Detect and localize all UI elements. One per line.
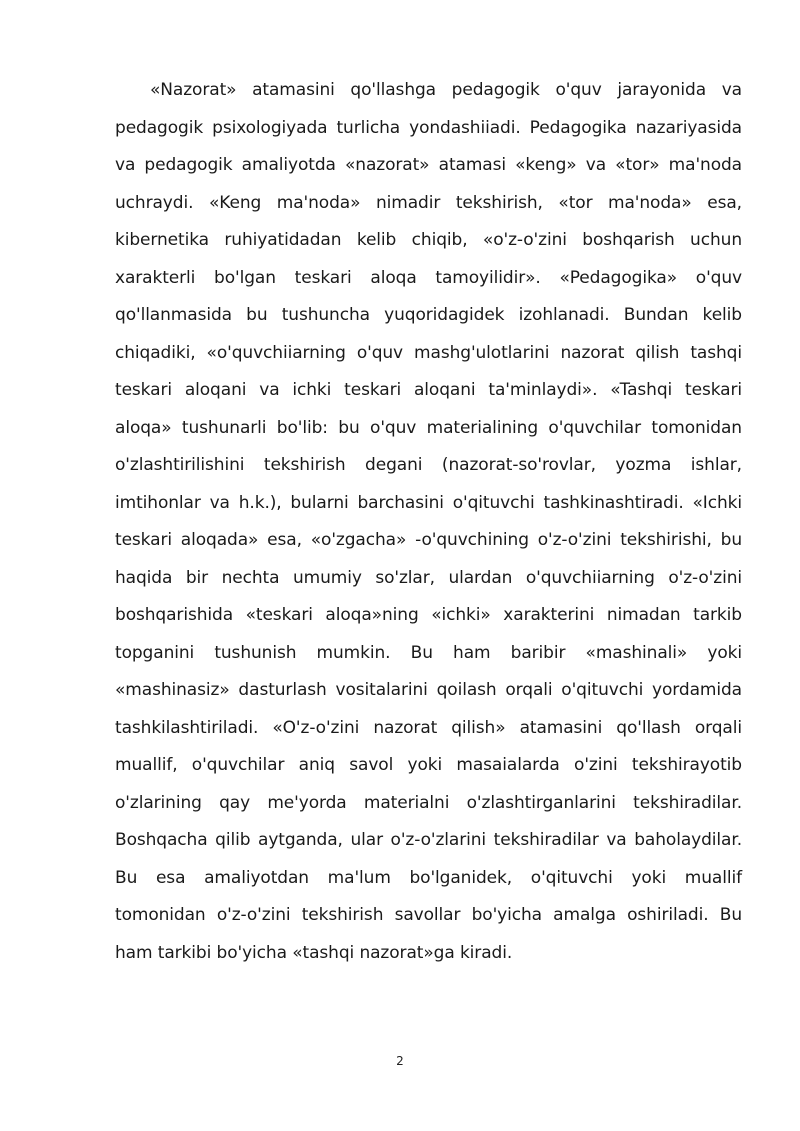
- page-body: [115, 72, 742, 972]
- page-number: 2: [396, 1054, 404, 1068]
- body-paragraph: «Nazorat» atamasini qo'llashga pedagogik o'quv jarayonida va pedagogik psixologiyada turlicha yondashiiadi. Pedagogika nazariyasida va pedagogik amaliyotda «nazorat» atamasi «keng» va «tor» ma'noda uchraydi. «Keng ma'noda» nimadir tekshirish, «tor ma'noda» esa, kibernetika ruhiyatidadan kelib chiqib, «o'z-o'zini boshqarish uchun xarakterli bo'lgan teskari aloqa tamoyilidir». «Pedagogika» o'quv qo'llanmasida bu tushuncha yuqoridagidek izohlanadi. Bundan kelib chiqadiki, «o'quvchiiarning o'quv mashg'ulotlarini nazorat qilish tashqi teskari aloqani va ichki teskari aloqani ta'minlaydi». «Tashqi teskari aloqa» tushunarli bo'lib: bu o'quv materialining o'quvchilar tomonidan o'zlashtirilishini tekshirish degani (nazorat-so'rovlar, yozma ishlar, imtihonlar va h.k.), bularni barchasini o'qituvchi tashkinashtiradi. «Ichki teskari aloqada» esa, «o'zgacha» -o'quvchining o'z-o'zini tekshirishi, bu haqida bir nechta umumiy so'zlar, ulardan o'quvchiiarning o'z-o'zini boshqarishida «teskari aloqa»ning «ichki» xarakterini nimadan tarkib topganini tushunish mumkin. Bu ham baribir «mashinali» yoki «mashinasiz» dasturlash vositalarini qoilash orqali o'qituvchi yordamida tashkilashtiriladi. «O'z-o'zini nazorat qilish» atamasini qo'llash orqali muallif, o'quvchilar aniq savol yoki masaialarda o'zini tekshirayotib o'zlarining qay me'yorda materialni o'zlashtirganlarini tekshiradilar. Boshqacha qilib aytganda, ular o'z-o'zlarini tekshiradilar va baholaydilar. Bu esa amaliyotdan ma'lum bo'lganidek, o'qituvchi yoki muallif tomonidan o'z-o'zini tekshirish savollar bo'yicha amalga oshiriladi. Bu ham tarkibi bo'yicha «tashqi nazorat»ga kiradi.: [115, 80, 742, 963]
